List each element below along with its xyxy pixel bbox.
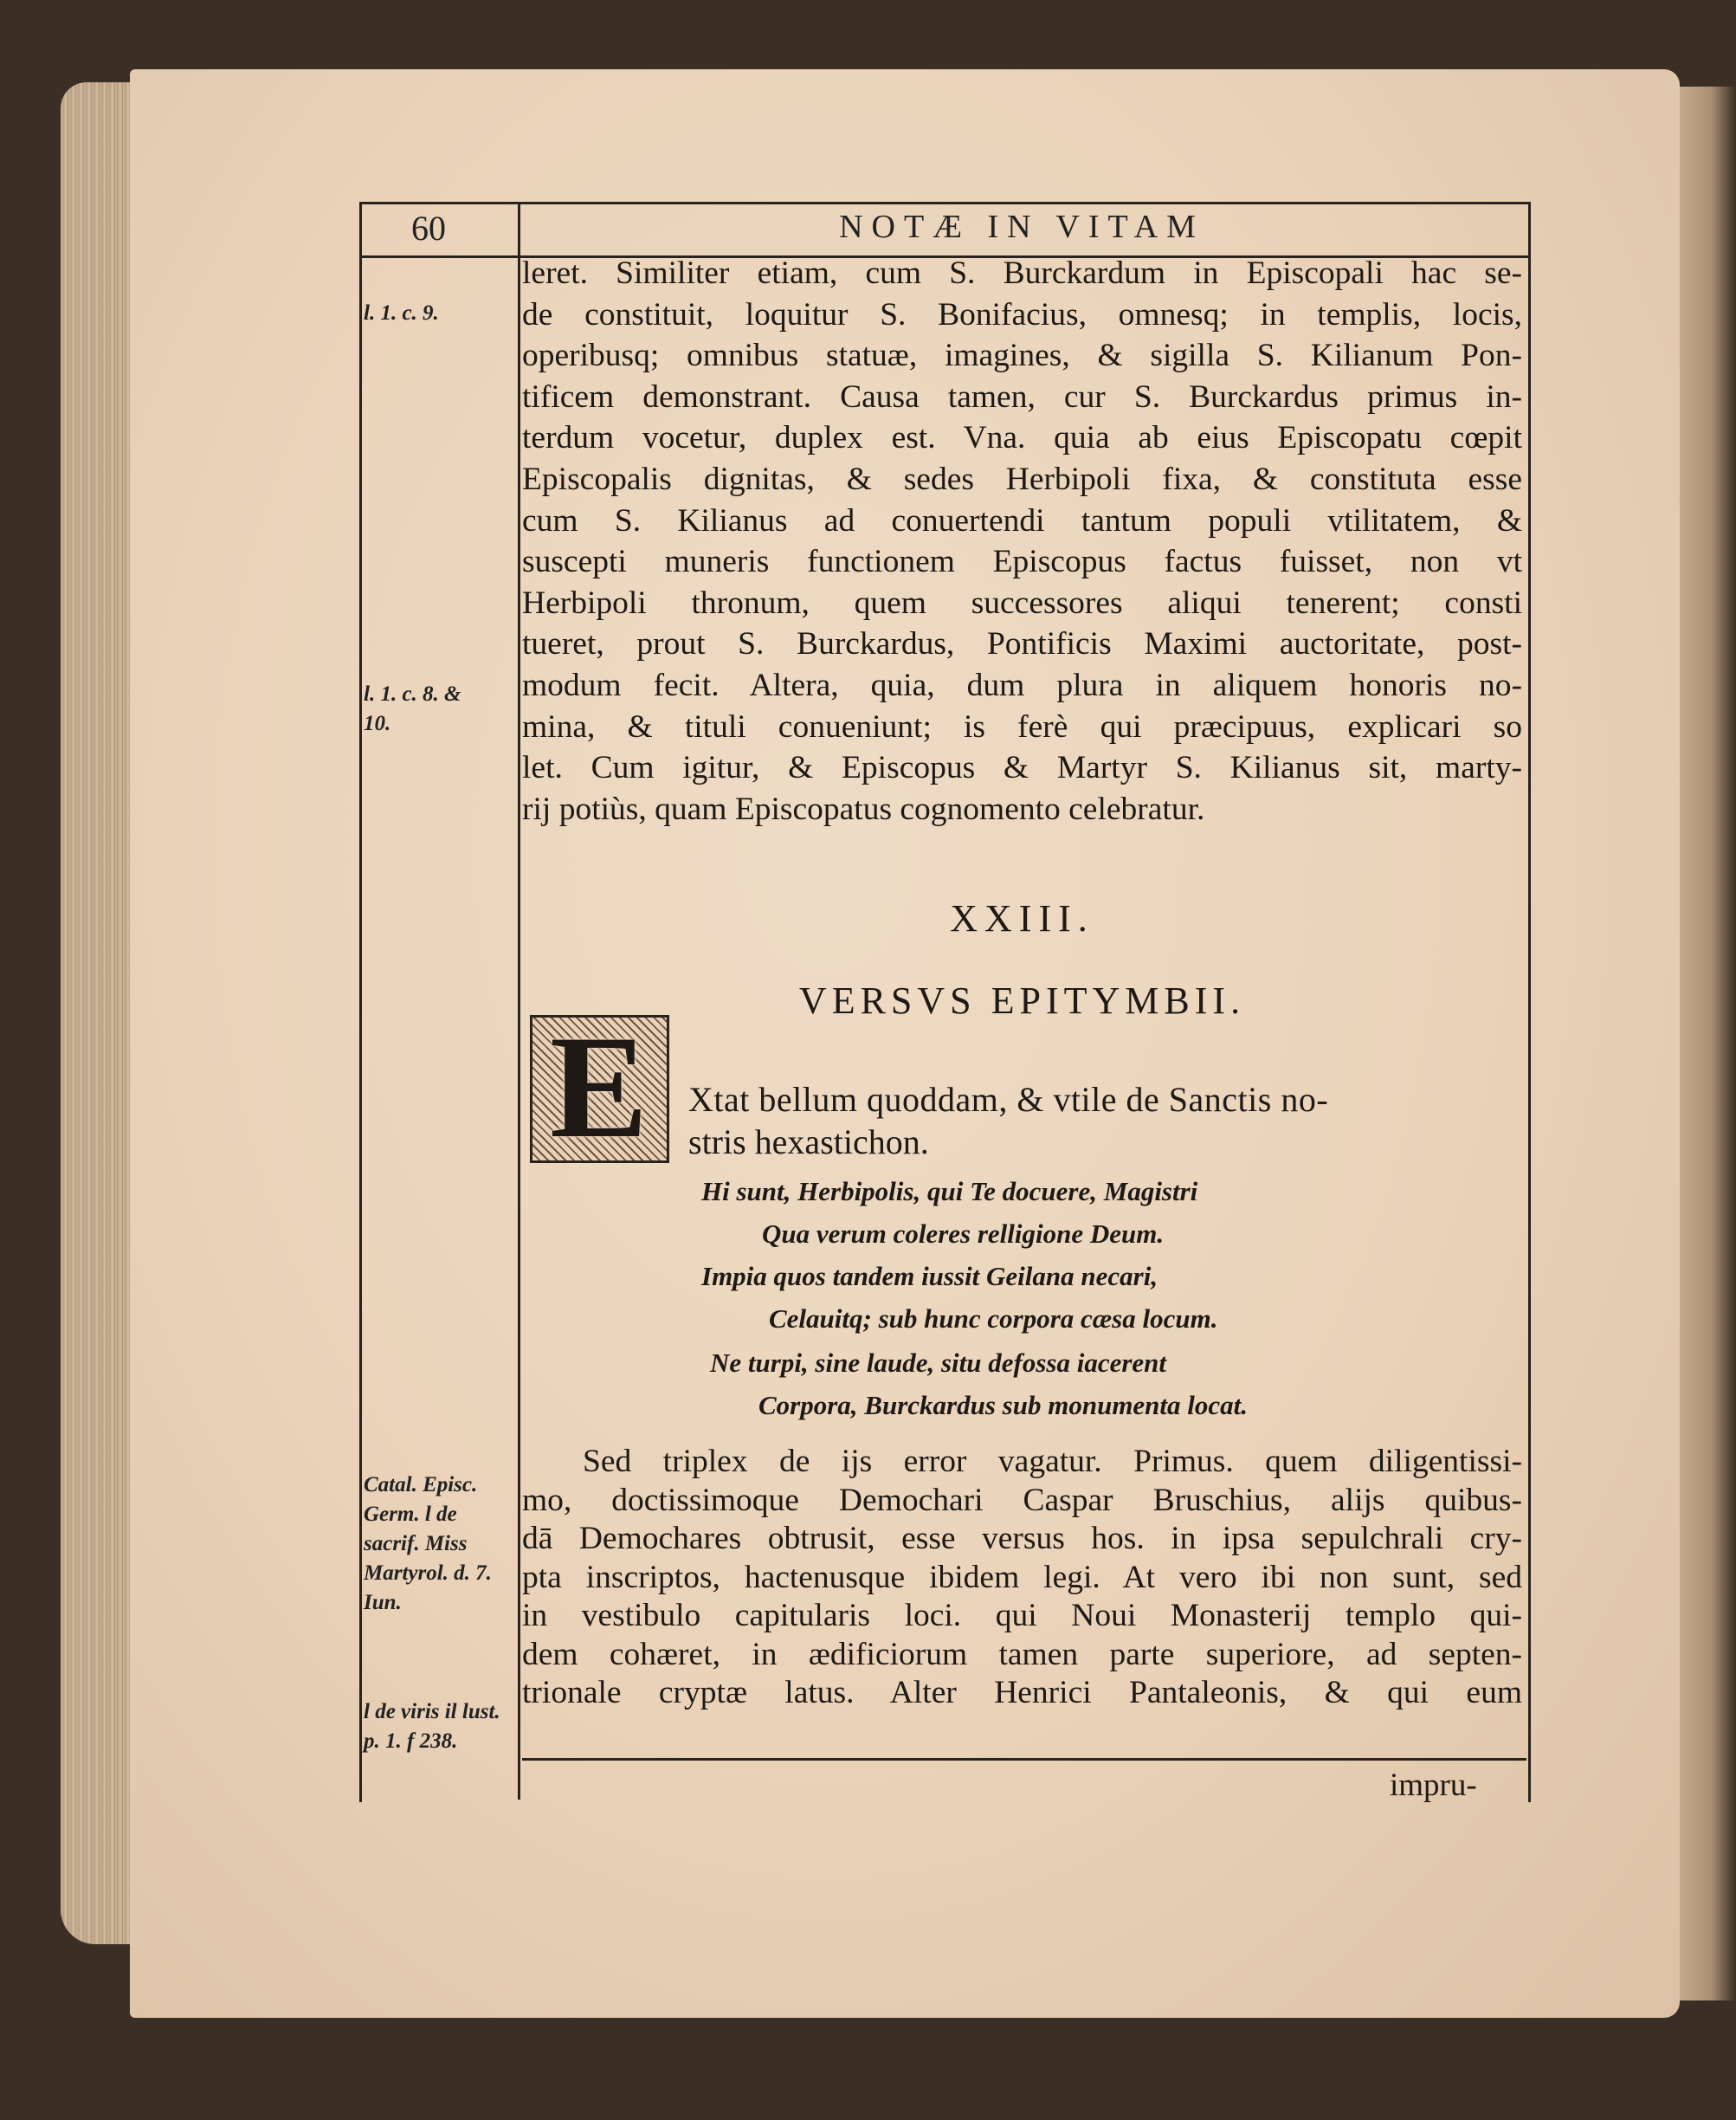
text-line: leret. Similiter etiam, cum S. Burckardum in Episcopali hac se- (522, 255, 1522, 291)
text-line: terdum vocetur, duplex est. Vna. quia ab eius Episcopatu cœpit (522, 420, 1522, 456)
text-line: mina, & tituli conueniunt; is ferè qui præcipuus, explicari so (522, 708, 1522, 745)
sidenote: l de viris il lust. p. 1. f 238. (364, 1700, 500, 1753)
text-line: trionale cryptæ latus. Alter Henrici Pantaleonis, & qui eum (522, 1675, 1522, 1710)
text-line: Sed triplex de ijs error vagatur. Primus. quem diligentissi- (583, 1444, 1522, 1479)
folio-number: 60 (411, 209, 446, 248)
text-line: de constituit, loquitur S. Bonifacius, omnesq; in templis, locis, (522, 296, 1522, 333)
decorated-initial (530, 1005, 669, 1168)
text-line: tueret, prout S. Burckardus, Pontificis Maximi auctoritate, post- (522, 626, 1522, 662)
text-line: pta inscriptos, hactenusque ibidem legi. At vero ibi non sunt, sed (522, 1559, 1522, 1595)
verse-line: Qua verum coleres relligione Deum. (762, 1218, 1165, 1249)
paragraph-2 (522, 1443, 1522, 1713)
lead-line: stris hexastichon. (688, 1122, 929, 1161)
chapter-number: XXIII. (950, 897, 1094, 940)
text-line: let. Cum igitur, & Episcopus & Martyr S. Kilianus sit, marty- (522, 750, 1522, 786)
text-line: rij potiùs, quam Episcopatus cognomento celebratur. (522, 791, 1205, 827)
text-line: mo, doctissimoque Demochari Caspar Bruschius, alijs quibus- (522, 1482, 1522, 1518)
catchword: impru- (1390, 1768, 1477, 1803)
text-line: in vestibulo capitularis loci. qui Noui Monasterij templo qui- (522, 1598, 1522, 1633)
chapter-title: VERSVS EPITYMBII. (798, 979, 1246, 1022)
margin-rule (518, 202, 520, 1800)
paragraph-1 (522, 253, 1522, 830)
initial-letter: E (550, 1005, 649, 1168)
verse-line: Impia quos tandem iussit Geilana necari, (701, 1261, 1158, 1291)
running-head: NOTÆ IN VITAM (839, 209, 1204, 245)
verse-line: Celauitq; sub hunc corpora cæsa locum. (769, 1303, 1218, 1334)
sidenote: Catal. Episc. Germ. l de sacrif. Miss Martyrol. d. 7. Iun. (364, 1473, 492, 1614)
verse-line: Corpora, Burckardus sub monumenta locat. (758, 1390, 1249, 1420)
lead-line: Xtat bellum quoddam, & vtile de Sanctis no- (688, 1080, 1329, 1119)
text-line: Herbipoli thronum, quem successores aliqui tenerent; consti (522, 585, 1522, 621)
sidenote: l. 1. c. 9. (364, 301, 439, 325)
footer-rule (522, 1758, 1526, 1761)
text-line: Episcopalis dignitas, & sedes Herbipoli fixa, & constituta esse (522, 461, 1522, 497)
text-line: tificem demonstrant. Causa tamen, cur S. Burckardus primus in- (522, 378, 1522, 415)
text-line: dem cohæret, in ædificiorum tamen parte superiore, ad septen- (522, 1636, 1522, 1672)
text-line: operibusq; omnibus statuæ, imagines, & sigilla S. Kilianum Pon- (522, 338, 1522, 374)
sidenote: l. 1. c. 8. & 10. (364, 682, 461, 735)
text-line: cum S. Kilianus ad conuertendi tantum populi vtilitatem, & (522, 502, 1522, 539)
verse-line: Hi sunt, Herbipolis, qui Te docuere, Magistri (701, 1176, 1198, 1206)
text-line: dā Demochares obtrusit, esse versus hos. in ipsa sepulchrali cry- (522, 1521, 1522, 1556)
facing-page-edge (1675, 87, 1736, 2000)
text-line: suscepti muneris functionem Episcopus factus fuisset, non vt (522, 544, 1522, 580)
text-line: modum fecit. Altera, quia, dum plura in aliquem honoris no- (522, 667, 1522, 703)
verse-line: Ne turpi, sine laude, situ defossa iacerent (710, 1348, 1167, 1378)
